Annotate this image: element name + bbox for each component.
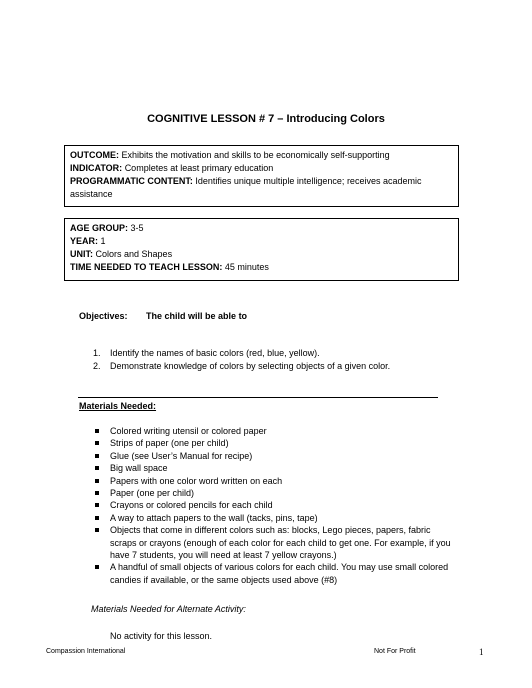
objectives-lead: The child will be able to — [146, 311, 248, 321]
square-bullet-icon — [95, 429, 99, 433]
footer-organization: Compassion International — [46, 648, 126, 655]
unit-label: UNIT: — [70, 249, 93, 259]
material-text: A handful of small objects of various colors for each child. You may use small colored candies if available, or the same objects used above (#8) — [110, 562, 449, 585]
outcome-label: OUTCOME: — [70, 150, 119, 160]
programmatic-label: PROGRAMMATIC CONTENT: — [70, 176, 193, 186]
details-box — [64, 218, 459, 281]
outcome-text: Exhibits the motivation and skills to be economically self-supporting — [121, 150, 390, 160]
material-text: Crayons or colored pencils for each child — [110, 500, 273, 511]
square-bullet-icon — [95, 454, 99, 458]
age-group-row — [70, 222, 453, 235]
programmatic-text: Identifies unique multiple intelligence; receives academic assistance — [70, 176, 422, 199]
age-group-text: 3-5 — [130, 223, 144, 233]
material-text: Papers with one color word written on each — [110, 475, 283, 486]
material-text: Colored writing utensil or colored paper — [110, 426, 267, 436]
indicator-row — [70, 162, 453, 175]
unit-text: Colors and Shapes — [95, 249, 173, 259]
objective-item — [93, 347, 390, 360]
square-bullet-icon — [95, 516, 99, 520]
time-text: 45 minutes — [224, 262, 269, 272]
square-bullet-icon — [95, 491, 99, 495]
material-item — [95, 487, 455, 499]
square-bullet-icon — [95, 565, 99, 569]
material-item — [95, 499, 455, 511]
material-item — [95, 524, 455, 561]
objective-text: Identify the names of basic colors (red, blue, yellow). — [110, 348, 320, 358]
objectives-label: Objectives: — [79, 311, 128, 321]
material-item — [95, 425, 455, 437]
alternate-materials-heading: Materials Needed for Alternate Activity: — [91, 604, 246, 614]
material-item — [95, 437, 455, 449]
page-number: 1 — [479, 647, 484, 657]
time-row — [70, 261, 453, 274]
material-item — [95, 462, 455, 474]
objective-text: Demonstrate knowledge of colors by selecting objects of a given color. — [110, 361, 391, 371]
lesson-title: COGNITIVE LESSON # 7 – Introducing Colors — [147, 113, 385, 125]
material-item — [95, 561, 455, 586]
material-text: Objects that come in different colors such as: blocks, Lego pieces, papers, fabric scraps or crayons (enough of each color for each child to get one. For example, if you have 7 students, you will need at least 7 yellow crayons.) — [110, 525, 451, 561]
unit-row — [70, 248, 453, 261]
outcome-row — [70, 149, 453, 162]
materials-heading: Materials Needed: — [79, 401, 157, 411]
outcome-box — [64, 145, 459, 207]
material-text: Glue (see User’s Manual for recipe) — [110, 450, 253, 461]
objective-number: 1. — [93, 348, 101, 358]
footer-status: Not For Profit — [374, 648, 416, 655]
material-text: Big wall space — [110, 463, 168, 474]
year-row — [70, 235, 453, 248]
programmatic-row — [70, 175, 453, 201]
material-item — [95, 450, 455, 462]
objectives-heading — [79, 311, 247, 321]
material-text: Paper (one per child) — [110, 488, 195, 499]
section-divider — [78, 397, 438, 398]
square-bullet-icon — [95, 441, 99, 445]
material-item — [95, 475, 455, 487]
material-text: A way to attach papers to the wall (tacks, pins, tape) — [110, 512, 318, 523]
year-label: YEAR: — [70, 236, 99, 246]
indicator-text: Completes at least primary education — [124, 163, 274, 173]
objectives-list — [93, 347, 390, 373]
material-item — [95, 512, 455, 524]
material-text: Strips of paper (one per child) — [110, 438, 229, 449]
objective-number: 2. — [93, 361, 101, 371]
square-bullet-icon — [95, 479, 99, 483]
square-bullet-icon — [95, 503, 99, 507]
indicator-label: INDICATOR: — [70, 163, 123, 173]
age-group-label: AGE GROUP: — [70, 223, 129, 233]
time-label: TIME NEEDED TO TEACH LESSON: — [70, 262, 223, 272]
year-text: 1 — [100, 236, 106, 246]
alternate-activity-text: No activity for this lesson. — [110, 631, 213, 641]
materials-list — [95, 425, 455, 586]
square-bullet-icon — [95, 466, 99, 470]
square-bullet-icon — [95, 528, 99, 532]
objective-item — [93, 360, 390, 373]
